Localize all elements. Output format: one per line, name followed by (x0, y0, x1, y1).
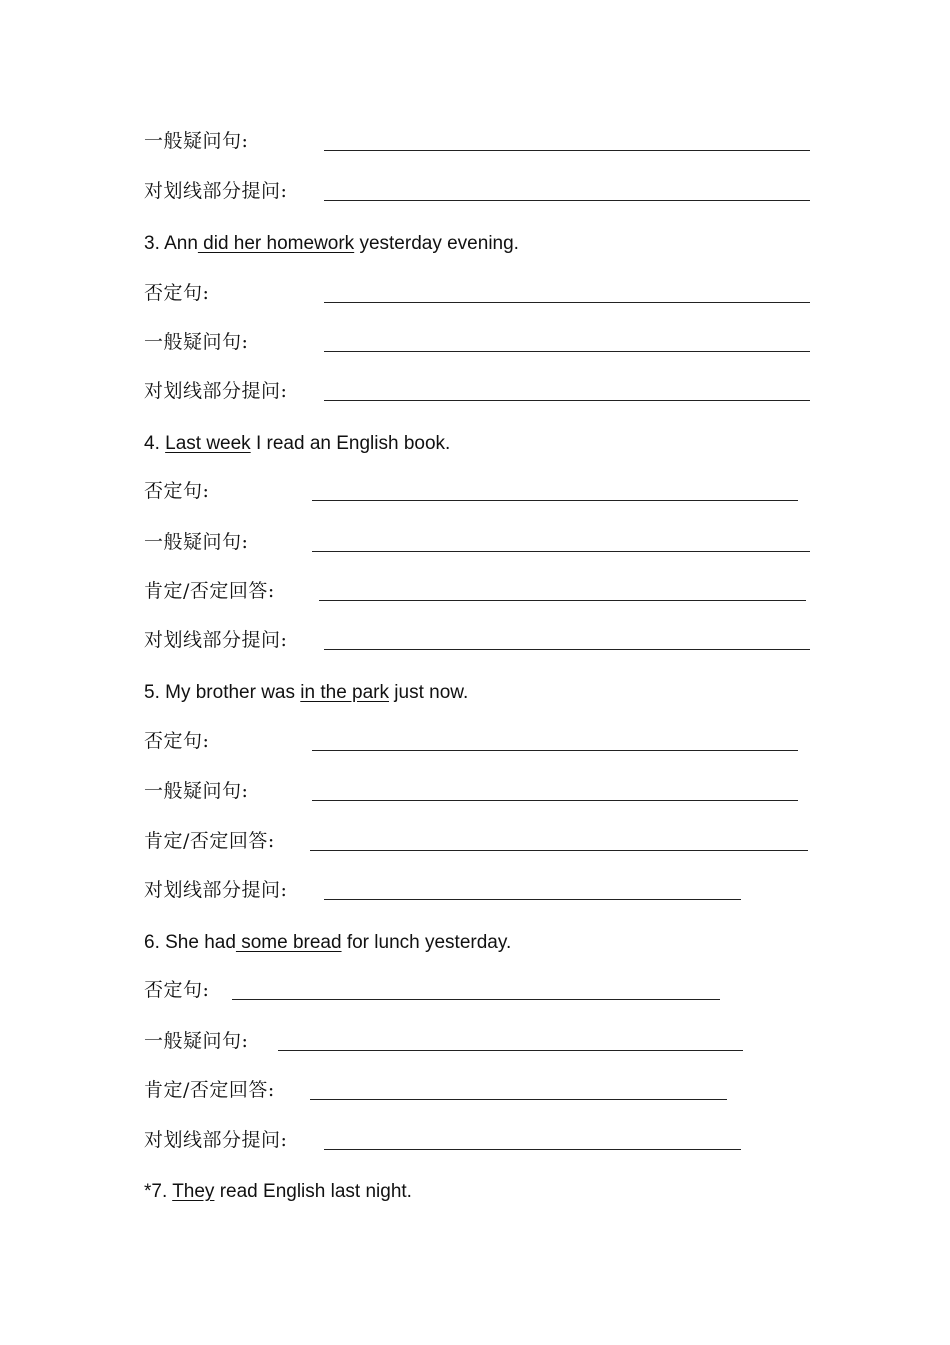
answer-blank[interactable] (324, 1149, 741, 1150)
q5-general-question-row (144, 778, 824, 808)
general-question-label: 一般疑问句: (144, 531, 249, 553)
answer-blank[interactable] (310, 850, 808, 851)
negative-label: 否定句: (144, 979, 210, 1001)
question-3-rest: yesterday evening. (354, 233, 519, 254)
yes-no-answers-label: 肯定/否定回答: (144, 580, 275, 602)
question-7-start: *7. (144, 1181, 173, 1202)
answer-blank[interactable] (232, 999, 720, 1000)
q5-answers-row (144, 828, 824, 858)
answer-blank[interactable] (312, 551, 810, 552)
underlined-question-label: 对划线部分提问: (144, 879, 288, 901)
q4-underlined-question-row (144, 627, 824, 657)
general-question-label: 一般疑问句: (144, 130, 249, 152)
q4-answers-row (144, 578, 824, 608)
question-3-start: 3. Ann (144, 233, 198, 254)
question-7-rest: read English last night. (214, 1181, 412, 1202)
general-question-label: 一般疑问句: (144, 331, 249, 353)
answer-blank[interactable] (319, 600, 806, 601)
yes-no-answers-label: 肯定/否定回答: (144, 1079, 275, 1101)
negative-label: 否定句: (144, 282, 210, 304)
general-question-label: 一般疑问句: (144, 780, 249, 802)
negative-label: 否定句: (144, 480, 210, 502)
question-5-start: 5. My brother was (144, 682, 301, 703)
question-3 (144, 231, 519, 257)
question-7 (144, 1179, 412, 1205)
answer-blank[interactable] (312, 750, 798, 751)
question-4 (144, 431, 450, 457)
question-4-underlined: Last week (165, 433, 251, 454)
question-5-underlined: in the park (300, 682, 390, 703)
answer-blank[interactable] (312, 500, 798, 501)
q2-underlined-question-row (144, 178, 824, 208)
answer-blank[interactable] (324, 400, 810, 401)
answer-blank[interactable] (324, 649, 810, 650)
answer-blank[interactable] (324, 302, 810, 303)
question-7-underlined: They (172, 1181, 215, 1202)
question-4-start: 4. (144, 433, 166, 454)
general-question-label: 一般疑问句: (144, 1030, 249, 1052)
underlined-question-label: 对划线部分提问: (144, 1129, 288, 1151)
q3-underlined-question-row (144, 378, 824, 408)
question-5 (144, 680, 468, 706)
question-6 (144, 930, 511, 956)
q6-negative-row (144, 977, 824, 1007)
yes-no-answers-label: 肯定/否定回答: (144, 830, 275, 852)
q4-negative-row (144, 478, 824, 508)
answer-blank[interactable] (324, 899, 741, 900)
answer-blank[interactable] (324, 150, 810, 151)
question-5-rest: just now. (389, 682, 469, 703)
negative-label: 否定句: (144, 730, 210, 752)
q3-general-question-row (144, 329, 824, 359)
answer-blank[interactable] (312, 800, 798, 801)
answer-blank[interactable] (310, 1099, 727, 1100)
underlined-question-label: 对划线部分提问: (144, 380, 288, 402)
underlined-question-label: 对划线部分提问: (144, 629, 288, 651)
answer-blank[interactable] (324, 200, 810, 201)
q3-negative-row (144, 280, 824, 310)
question-6-rest: for lunch yesterday. (341, 932, 512, 953)
question-6-start: 6. She had (144, 932, 236, 953)
answer-blank[interactable] (278, 1050, 743, 1051)
q5-negative-row (144, 728, 824, 758)
q5-underlined-question-row (144, 877, 824, 907)
question-3-underlined: did her homework (197, 233, 355, 254)
question-4-rest: I read an English book. (250, 433, 451, 454)
q4-general-question-row (144, 529, 824, 559)
question-6-underlined: some bread (235, 932, 342, 953)
underlined-question-label: 对划线部分提问: (144, 180, 288, 202)
q6-underlined-question-row (144, 1127, 824, 1157)
answer-blank[interactable] (324, 351, 810, 352)
q2-general-question-row (144, 128, 824, 158)
q6-answers-row (144, 1077, 824, 1107)
q6-general-question-row (144, 1028, 824, 1058)
